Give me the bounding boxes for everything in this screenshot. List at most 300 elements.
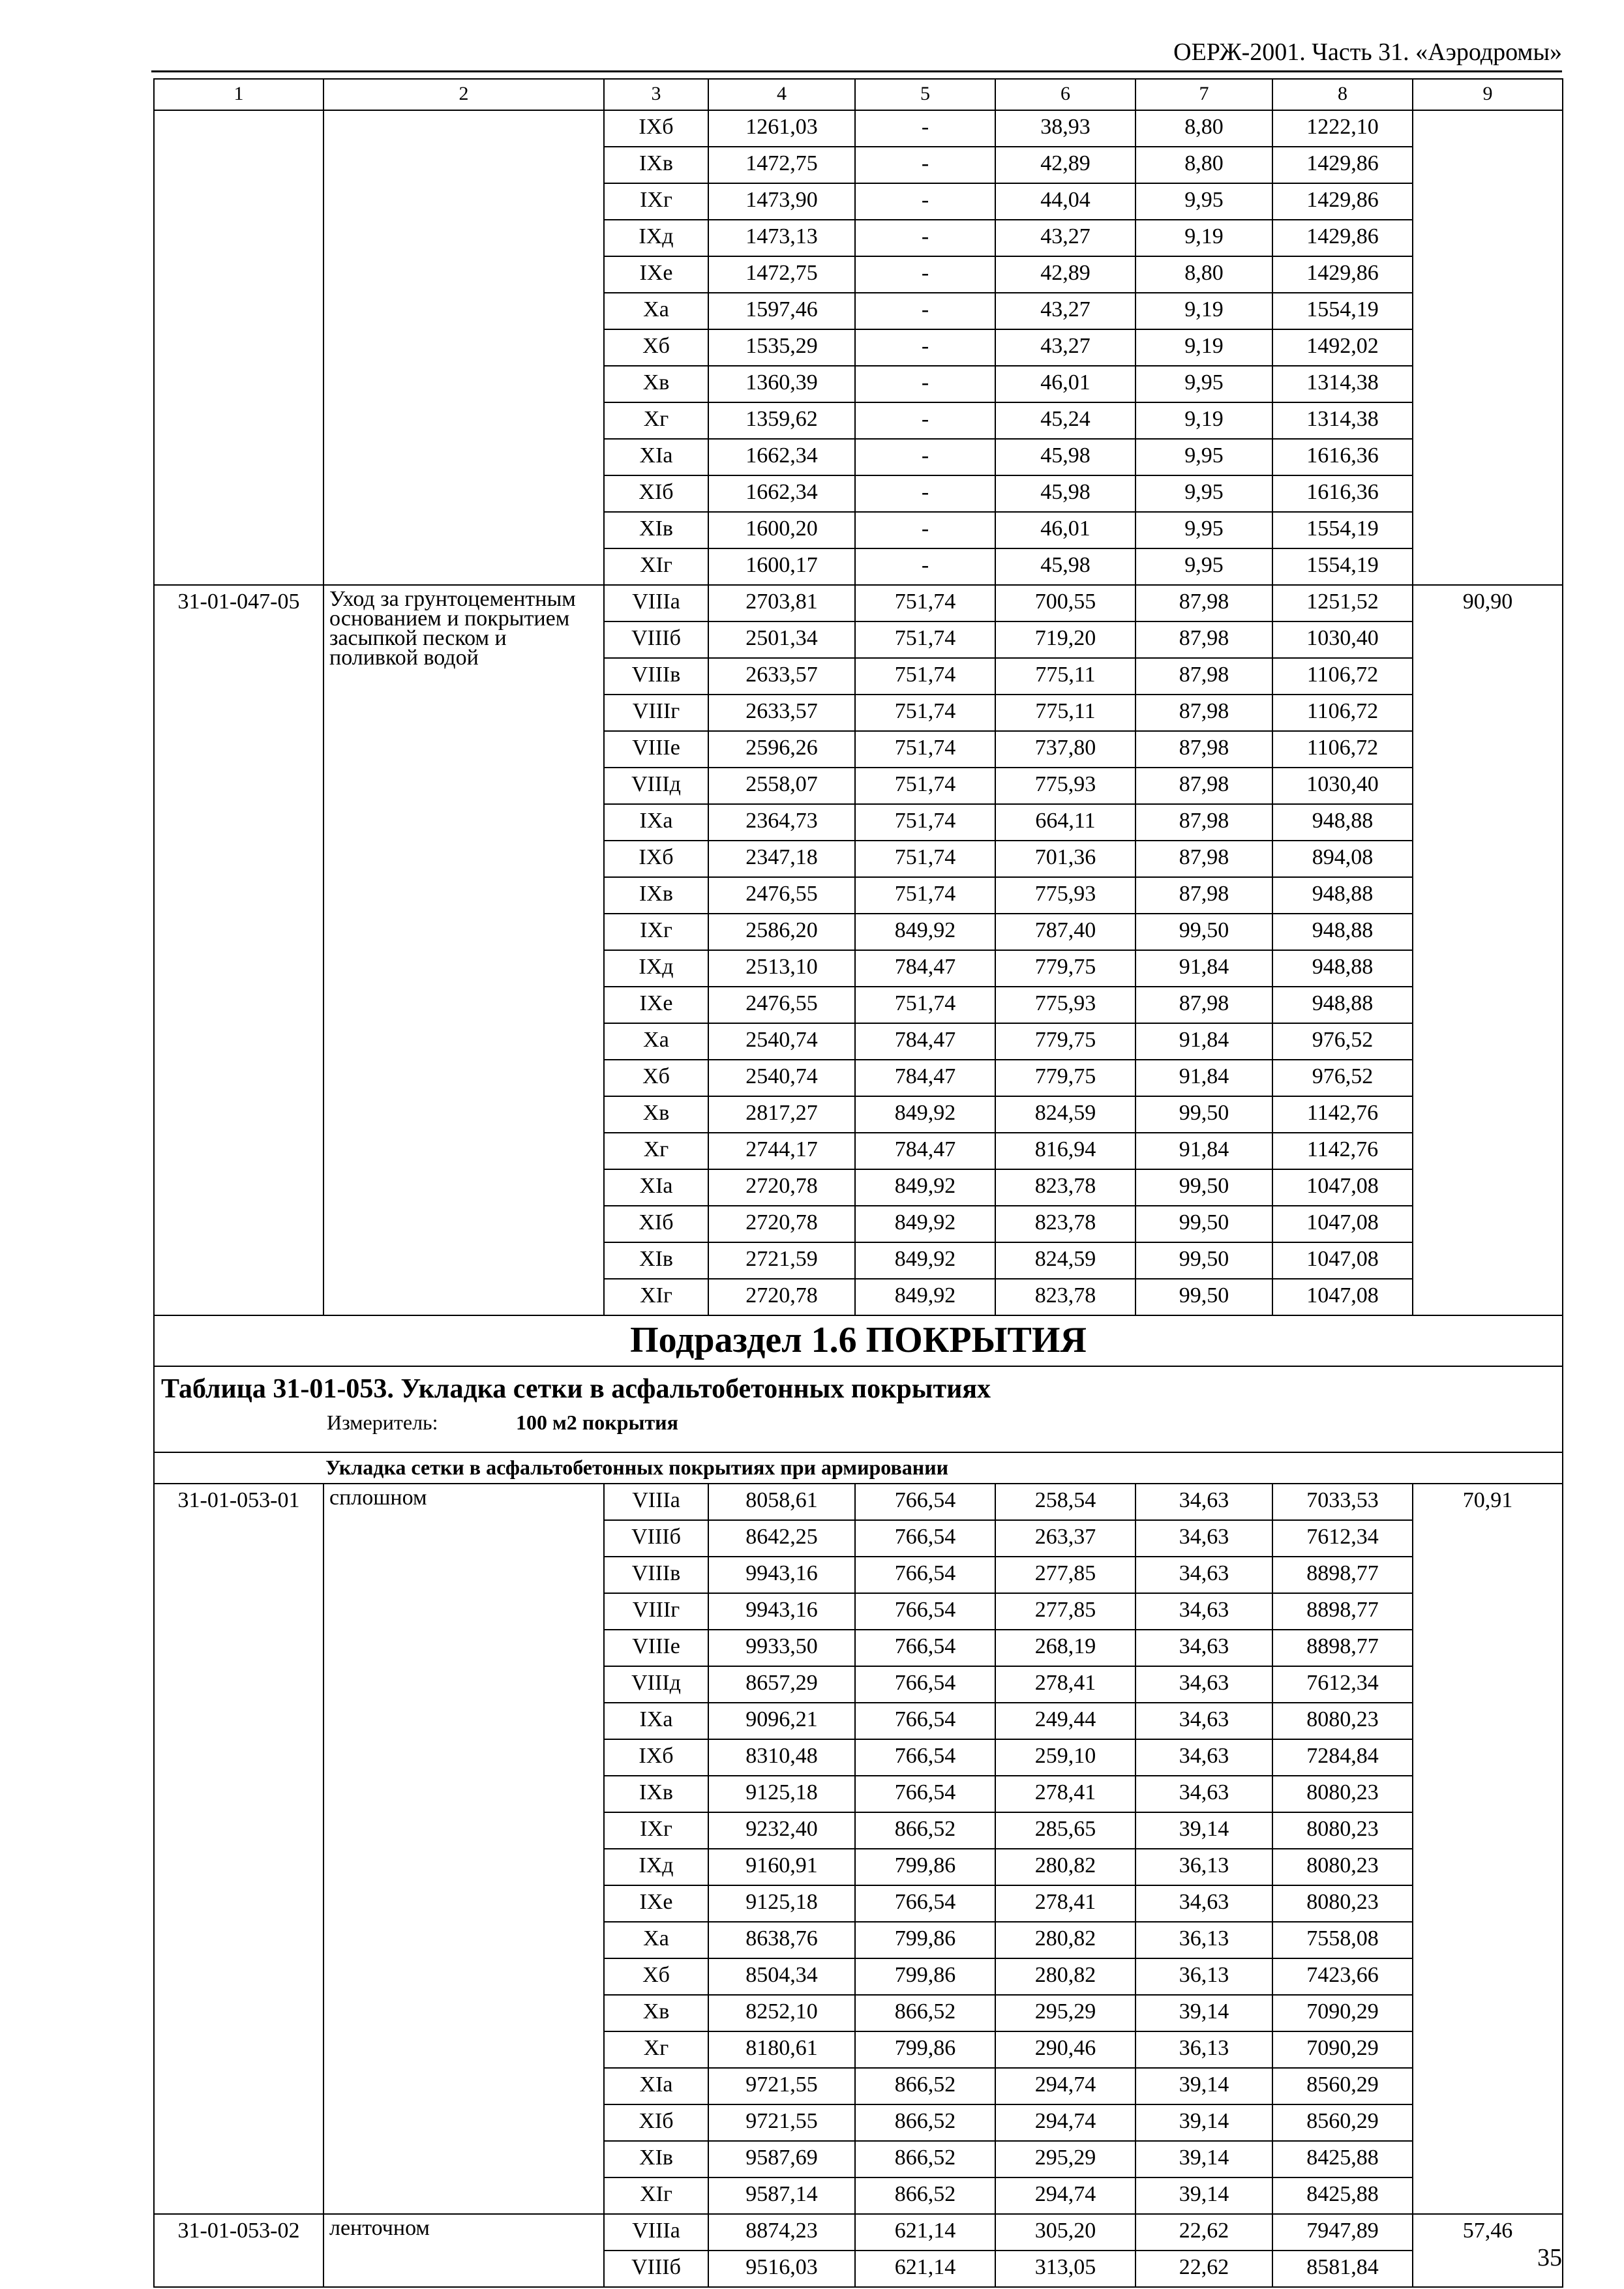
price-value: 8504,34: [708, 1958, 855, 1995]
price-value: 866,52: [855, 2177, 995, 2214]
price-value: 751,74: [855, 877, 995, 914]
region-code: VIIIа: [604, 2214, 708, 2251]
price-value: 784,47: [855, 1023, 995, 1060]
region-code: IXд: [604, 220, 708, 256]
column-number: 1: [154, 79, 323, 110]
column-number: 7: [1135, 79, 1272, 110]
price-value: 8657,29: [708, 1666, 855, 1703]
price-value: 751,74: [855, 804, 995, 841]
price-value: 621,14: [855, 2214, 995, 2251]
page-number: 35: [1537, 2244, 1562, 2271]
price-value: 8898,77: [1272, 1630, 1413, 1666]
table-title-cell: [154, 1366, 1563, 1452]
price-value: 294,74: [995, 2068, 1135, 2104]
price-value: 784,47: [855, 1060, 995, 1096]
price-value: 22,62: [1135, 2214, 1272, 2251]
price-value: 775,93: [995, 877, 1135, 914]
price-value: 2720,78: [708, 1279, 855, 1315]
price-value: 823,78: [995, 1206, 1135, 1242]
price-value: 280,82: [995, 1849, 1135, 1885]
price-value: 2540,74: [708, 1060, 855, 1096]
price-value: 1030,40: [1272, 768, 1413, 804]
price-value: 305,20: [995, 2214, 1135, 2251]
price-value: 34,63: [1135, 1739, 1272, 1776]
price-value: 34,63: [1135, 1557, 1272, 1593]
price-value: 2596,26: [708, 731, 855, 768]
price-value: 894,08: [1272, 841, 1413, 877]
region-code: XIв: [604, 512, 708, 548]
price-value: 751,74: [855, 768, 995, 804]
price-value: 1106,72: [1272, 695, 1413, 731]
price-value: 2720,78: [708, 1206, 855, 1242]
region-code: XIб: [604, 2104, 708, 2141]
column-number: 8: [1272, 79, 1413, 110]
price-value: 1047,08: [1272, 1279, 1413, 1315]
price-value: 1429,86: [1272, 183, 1413, 220]
region-code: VIIIд: [604, 1666, 708, 1703]
work-name: сплошном: [323, 1484, 604, 2214]
region-code: XIг: [604, 1279, 708, 1315]
price-value: 1554,19: [1272, 512, 1413, 548]
price-value: 824,59: [995, 1096, 1135, 1133]
labor-value: 57,46: [1413, 2214, 1563, 2287]
price-value: 719,20: [995, 621, 1135, 658]
price-value: 34,63: [1135, 1630, 1272, 1666]
price-value: -: [855, 147, 995, 183]
price-value: 621,14: [855, 2251, 995, 2287]
price-value: -: [855, 475, 995, 512]
price-value: 8560,29: [1272, 2068, 1413, 2104]
price-value: 2633,57: [708, 658, 855, 695]
rate-code: 31-01-053-01: [154, 1484, 323, 2214]
group-title: Укладка сетки в асфальтобетонных покрытиях при армировании: [154, 1452, 1563, 1484]
price-value: 87,98: [1135, 658, 1272, 695]
price-value: 701,36: [995, 841, 1135, 877]
price-value: 751,74: [855, 621, 995, 658]
price-value: 43,27: [995, 220, 1135, 256]
price-value: 8898,77: [1272, 1593, 1413, 1630]
region-code: IXе: [604, 987, 708, 1023]
work-name: [323, 110, 604, 585]
price-value: 766,54: [855, 1666, 995, 1703]
price-value: 87,98: [1135, 621, 1272, 658]
price-value: 8638,76: [708, 1922, 855, 1958]
subsection-title: Подраздел 1.6 ПОКРЫТИЯ: [154, 1315, 1563, 1366]
price-value: 259,10: [995, 1739, 1135, 1776]
price-value: 1251,52: [1272, 585, 1413, 621]
region-code: Xа: [604, 1023, 708, 1060]
price-value: 2364,73: [708, 804, 855, 841]
price-value: 36,13: [1135, 2031, 1272, 2068]
price-value: 87,98: [1135, 877, 1272, 914]
price-value: 38,93: [995, 110, 1135, 147]
price-value: 766,54: [855, 1520, 995, 1557]
column-number: 3: [604, 79, 708, 110]
table-row: [154, 110, 1563, 147]
labor-value: 90,90: [1413, 585, 1563, 1315]
price-value: 7612,34: [1272, 1666, 1413, 1703]
price-value: 1047,08: [1272, 1242, 1413, 1279]
region-code: XIв: [604, 1242, 708, 1279]
price-value: 9516,03: [708, 2251, 855, 2287]
price-value: 8581,84: [1272, 2251, 1413, 2287]
subsection-row: [154, 1315, 1563, 1366]
price-value: 849,92: [855, 1279, 995, 1315]
price-value: 8,80: [1135, 110, 1272, 147]
price-value: 295,29: [995, 2141, 1135, 2177]
rate-code: [154, 110, 323, 585]
price-value: 766,54: [855, 1885, 995, 1922]
price-value: 9587,14: [708, 2177, 855, 2214]
price-value: 7612,34: [1272, 1520, 1413, 1557]
price-value: 9,19: [1135, 293, 1272, 329]
price-value: 39,14: [1135, 2141, 1272, 2177]
price-value: 1600,20: [708, 512, 855, 548]
price-value: 87,98: [1135, 987, 1272, 1023]
price-value: 1030,40: [1272, 621, 1413, 658]
price-value: 8080,23: [1272, 1885, 1413, 1922]
price-value: 1314,38: [1272, 402, 1413, 439]
region-code: IXб: [604, 1739, 708, 1776]
price-value: 34,63: [1135, 1593, 1272, 1630]
price-value: 766,54: [855, 1703, 995, 1739]
column-number: 5: [855, 79, 995, 110]
price-value: 7033,53: [1272, 1484, 1413, 1520]
price-value: 2633,57: [708, 695, 855, 731]
table-title: Таблица 31-01-053. Укладка сетки в асфальтобетонных покрытиях: [161, 1374, 991, 1404]
price-value: 34,63: [1135, 1520, 1272, 1557]
price-value: 866,52: [855, 2104, 995, 2141]
price-value: 285,65: [995, 1812, 1135, 1849]
price-value: 39,14: [1135, 2104, 1272, 2141]
price-value: 36,13: [1135, 1849, 1272, 1885]
price-value: 8080,23: [1272, 1812, 1413, 1849]
column-number: 9: [1413, 79, 1563, 110]
price-value: 9,95: [1135, 439, 1272, 475]
price-value: 1600,17: [708, 548, 855, 585]
region-code: IXа: [604, 1703, 708, 1739]
price-value: 294,74: [995, 2177, 1135, 2214]
region-code: Xв: [604, 1995, 708, 2031]
region-code: Xа: [604, 1922, 708, 1958]
price-value: 823,78: [995, 1169, 1135, 1206]
region-code: IXв: [604, 1776, 708, 1812]
price-value: 45,98: [995, 475, 1135, 512]
price-value: 263,37: [995, 1520, 1135, 1557]
price-value: 7947,89: [1272, 2214, 1413, 2251]
price-value: 7090,29: [1272, 2031, 1413, 2068]
price-value: 268,19: [995, 1630, 1135, 1666]
price-value: 8080,23: [1272, 1703, 1413, 1739]
price-value: 8642,25: [708, 1520, 855, 1557]
price-value: 824,59: [995, 1242, 1135, 1279]
price-value: 8310,48: [708, 1739, 855, 1776]
region-code: VIIIб: [604, 2251, 708, 2287]
running-header: ОЕРЖ-2001. Часть 31. «Аэродромы»: [1173, 38, 1562, 66]
price-value: 2513,10: [708, 950, 855, 987]
price-value: 8080,23: [1272, 1776, 1413, 1812]
price-value: 278,41: [995, 1666, 1135, 1703]
region-code: Xг: [604, 402, 708, 439]
region-code: IXб: [604, 841, 708, 877]
price-value: 34,63: [1135, 1666, 1272, 1703]
price-value: 91,84: [1135, 1060, 1272, 1096]
price-value: 9,95: [1135, 512, 1272, 548]
price-value: 2558,07: [708, 768, 855, 804]
price-value: 766,54: [855, 1776, 995, 1812]
price-value: 34,63: [1135, 1703, 1272, 1739]
price-value: 99,50: [1135, 1242, 1272, 1279]
price-value: 34,63: [1135, 1484, 1272, 1520]
column-number: 4: [708, 79, 855, 110]
price-value: 948,88: [1272, 950, 1413, 987]
region-code: VIIIг: [604, 1593, 708, 1630]
price-value: 751,74: [855, 695, 995, 731]
price-value: 948,88: [1272, 987, 1413, 1023]
price-value: 1662,34: [708, 439, 855, 475]
price-value: 91,84: [1135, 1023, 1272, 1060]
region-code: XIа: [604, 2068, 708, 2104]
labor-value: [1413, 110, 1563, 585]
price-value: 277,85: [995, 1593, 1135, 1630]
region-code: VIIIв: [604, 1557, 708, 1593]
price-value: 866,52: [855, 2141, 995, 2177]
price-value: 751,74: [855, 658, 995, 695]
price-value: 278,41: [995, 1885, 1135, 1922]
price-value: 1554,19: [1272, 548, 1413, 585]
price-value: 1360,39: [708, 366, 855, 402]
price-value: 9,95: [1135, 183, 1272, 220]
price-value: 39,14: [1135, 1812, 1272, 1849]
price-value: 1359,62: [708, 402, 855, 439]
price-value: 976,52: [1272, 1023, 1413, 1060]
price-value: 1616,36: [1272, 475, 1413, 512]
price-value: 1473,13: [708, 220, 855, 256]
price-value: 99,50: [1135, 1279, 1272, 1315]
region-code: VIIIв: [604, 658, 708, 695]
region-code: Xб: [604, 329, 708, 366]
region-code: IXг: [604, 914, 708, 950]
price-value: 1492,02: [1272, 329, 1413, 366]
price-value: 46,01: [995, 512, 1135, 548]
price-value: 9,19: [1135, 402, 1272, 439]
price-value: 766,54: [855, 1484, 995, 1520]
price-value: 7558,08: [1272, 1922, 1413, 1958]
price-value: 948,88: [1272, 877, 1413, 914]
price-value: 1047,08: [1272, 1206, 1413, 1242]
price-value: 280,82: [995, 1922, 1135, 1958]
price-value: -: [855, 512, 995, 548]
column-number-row: [154, 79, 1563, 110]
price-value: 2347,18: [708, 841, 855, 877]
price-value: 87,98: [1135, 768, 1272, 804]
region-code: Xг: [604, 1133, 708, 1169]
price-value: 87,98: [1135, 841, 1272, 877]
price-value: 7284,84: [1272, 1739, 1413, 1776]
price-value: -: [855, 548, 995, 585]
price-value: 9232,40: [708, 1812, 855, 1849]
price-value: 766,54: [855, 1593, 995, 1630]
region-code: VIIIб: [604, 1520, 708, 1557]
price-value: 799,86: [855, 1922, 995, 1958]
price-value: 42,89: [995, 147, 1135, 183]
price-value: 799,86: [855, 2031, 995, 2068]
price-value: 787,40: [995, 914, 1135, 950]
price-value: 8560,29: [1272, 2104, 1413, 2141]
price-value: 866,52: [855, 1995, 995, 2031]
price-value: 766,54: [855, 1630, 995, 1666]
price-value: 7423,66: [1272, 1958, 1413, 1995]
price-value: 9,19: [1135, 220, 1272, 256]
price-value: 1142,76: [1272, 1096, 1413, 1133]
price-value: 249,44: [995, 1703, 1135, 1739]
work-name: Уход за грунтоцементным основанием и покрытием засыпкой песком и поливкой водой: [323, 585, 604, 1315]
price-value: 948,88: [1272, 914, 1413, 950]
price-value: 2501,34: [708, 621, 855, 658]
price-value: 2721,59: [708, 1242, 855, 1279]
price-value: 775,11: [995, 695, 1135, 731]
price-value: 99,50: [1135, 914, 1272, 950]
price-value: 849,92: [855, 914, 995, 950]
region-code: IXв: [604, 877, 708, 914]
table-row: [154, 1484, 1563, 1520]
price-value: 849,92: [855, 1242, 995, 1279]
column-number: 2: [323, 79, 604, 110]
price-value: 8058,61: [708, 1484, 855, 1520]
price-value: 9,95: [1135, 366, 1272, 402]
price-value: 779,75: [995, 1060, 1135, 1096]
price-value: 849,92: [855, 1206, 995, 1242]
price-value: 9721,55: [708, 2104, 855, 2141]
price-value: -: [855, 183, 995, 220]
price-value: 8252,10: [708, 1995, 855, 2031]
price-value: 2540,74: [708, 1023, 855, 1060]
price-value: 2586,20: [708, 914, 855, 950]
price-value: 1535,29: [708, 329, 855, 366]
price-value: 779,75: [995, 950, 1135, 987]
price-value: 1222,10: [1272, 110, 1413, 147]
measure-value: 100 м2 покрытия: [516, 1411, 678, 1434]
price-value: 1261,03: [708, 110, 855, 147]
price-value: 1429,86: [1272, 220, 1413, 256]
price-value: 313,05: [995, 2251, 1135, 2287]
price-value: 9943,16: [708, 1593, 855, 1630]
price-value: 1047,08: [1272, 1169, 1413, 1206]
price-value: 2476,55: [708, 877, 855, 914]
price-value: 43,27: [995, 293, 1135, 329]
header-rule: [151, 70, 1562, 72]
price-value: 8425,88: [1272, 2141, 1413, 2177]
region-code: IXг: [604, 1812, 708, 1849]
region-code: VIIIа: [604, 585, 708, 621]
region-code: VIIIд: [604, 768, 708, 804]
price-value: 751,74: [855, 987, 995, 1023]
price-value: -: [855, 293, 995, 329]
price-value: 294,74: [995, 2104, 1135, 2141]
measure-line: [161, 1407, 1556, 1437]
price-value: 799,86: [855, 1958, 995, 1995]
price-value: 751,74: [855, 585, 995, 621]
price-value: 1597,46: [708, 293, 855, 329]
price-value: 775,93: [995, 987, 1135, 1023]
region-code: VIIIа: [604, 1484, 708, 1520]
price-value: 46,01: [995, 366, 1135, 402]
region-code: Xб: [604, 1060, 708, 1096]
group-row: [154, 1452, 1563, 1484]
price-value: 1429,86: [1272, 147, 1413, 183]
table-title-row: [154, 1366, 1563, 1452]
price-value: 99,50: [1135, 1206, 1272, 1242]
region-code: XIг: [604, 2177, 708, 2214]
price-value: 34,63: [1135, 1776, 1272, 1812]
price-value: 766,54: [855, 1557, 995, 1593]
region-code: Xа: [604, 293, 708, 329]
price-value: 751,74: [855, 841, 995, 877]
region-code: IXа: [604, 804, 708, 841]
price-value: 775,11: [995, 658, 1135, 695]
price-value: 9125,18: [708, 1776, 855, 1812]
table-row: [154, 2214, 1563, 2251]
price-value: 8425,88: [1272, 2177, 1413, 2214]
work-name: ленточном: [323, 2214, 604, 2287]
price-value: 2744,17: [708, 1133, 855, 1169]
price-value: 8874,23: [708, 2214, 855, 2251]
price-value: 9125,18: [708, 1885, 855, 1922]
price-value: 278,41: [995, 1776, 1135, 1812]
price-value: -: [855, 220, 995, 256]
price-value: 1472,75: [708, 256, 855, 293]
region-code: IXд: [604, 950, 708, 987]
price-value: 39,14: [1135, 2068, 1272, 2104]
price-value: 948,88: [1272, 804, 1413, 841]
price-value: 44,04: [995, 183, 1135, 220]
region-code: Xб: [604, 1958, 708, 1995]
price-value: 280,82: [995, 1958, 1135, 1995]
price-value: -: [855, 110, 995, 147]
region-code: VIIIе: [604, 1630, 708, 1666]
region-code: IXб: [604, 110, 708, 147]
region-code: IXг: [604, 183, 708, 220]
price-value: 9721,55: [708, 2068, 855, 2104]
price-value: 2720,78: [708, 1169, 855, 1206]
price-value: 1429,86: [1272, 256, 1413, 293]
price-value: 737,80: [995, 731, 1135, 768]
price-value: 766,54: [855, 1739, 995, 1776]
price-value: 9943,16: [708, 1557, 855, 1593]
price-value: 775,93: [995, 768, 1135, 804]
region-code: VIIIг: [604, 695, 708, 731]
price-value: -: [855, 402, 995, 439]
price-value: 34,63: [1135, 1885, 1272, 1922]
price-value: -: [855, 256, 995, 293]
price-value: 751,74: [855, 731, 995, 768]
region-code: XIг: [604, 548, 708, 585]
region-code: IXе: [604, 1885, 708, 1922]
price-value: 45,98: [995, 439, 1135, 475]
price-value: 700,55: [995, 585, 1135, 621]
price-value: 2703,81: [708, 585, 855, 621]
price-value: 2817,27: [708, 1096, 855, 1133]
region-code: Xв: [604, 366, 708, 402]
price-value: 45,24: [995, 402, 1135, 439]
price-value: 36,13: [1135, 1958, 1272, 1995]
price-value: 39,14: [1135, 1995, 1272, 2031]
price-value: 8,80: [1135, 256, 1272, 293]
region-code: IXе: [604, 256, 708, 293]
price-value: 43,27: [995, 329, 1135, 366]
price-value: 1473,90: [708, 183, 855, 220]
price-value: 91,84: [1135, 1133, 1272, 1169]
